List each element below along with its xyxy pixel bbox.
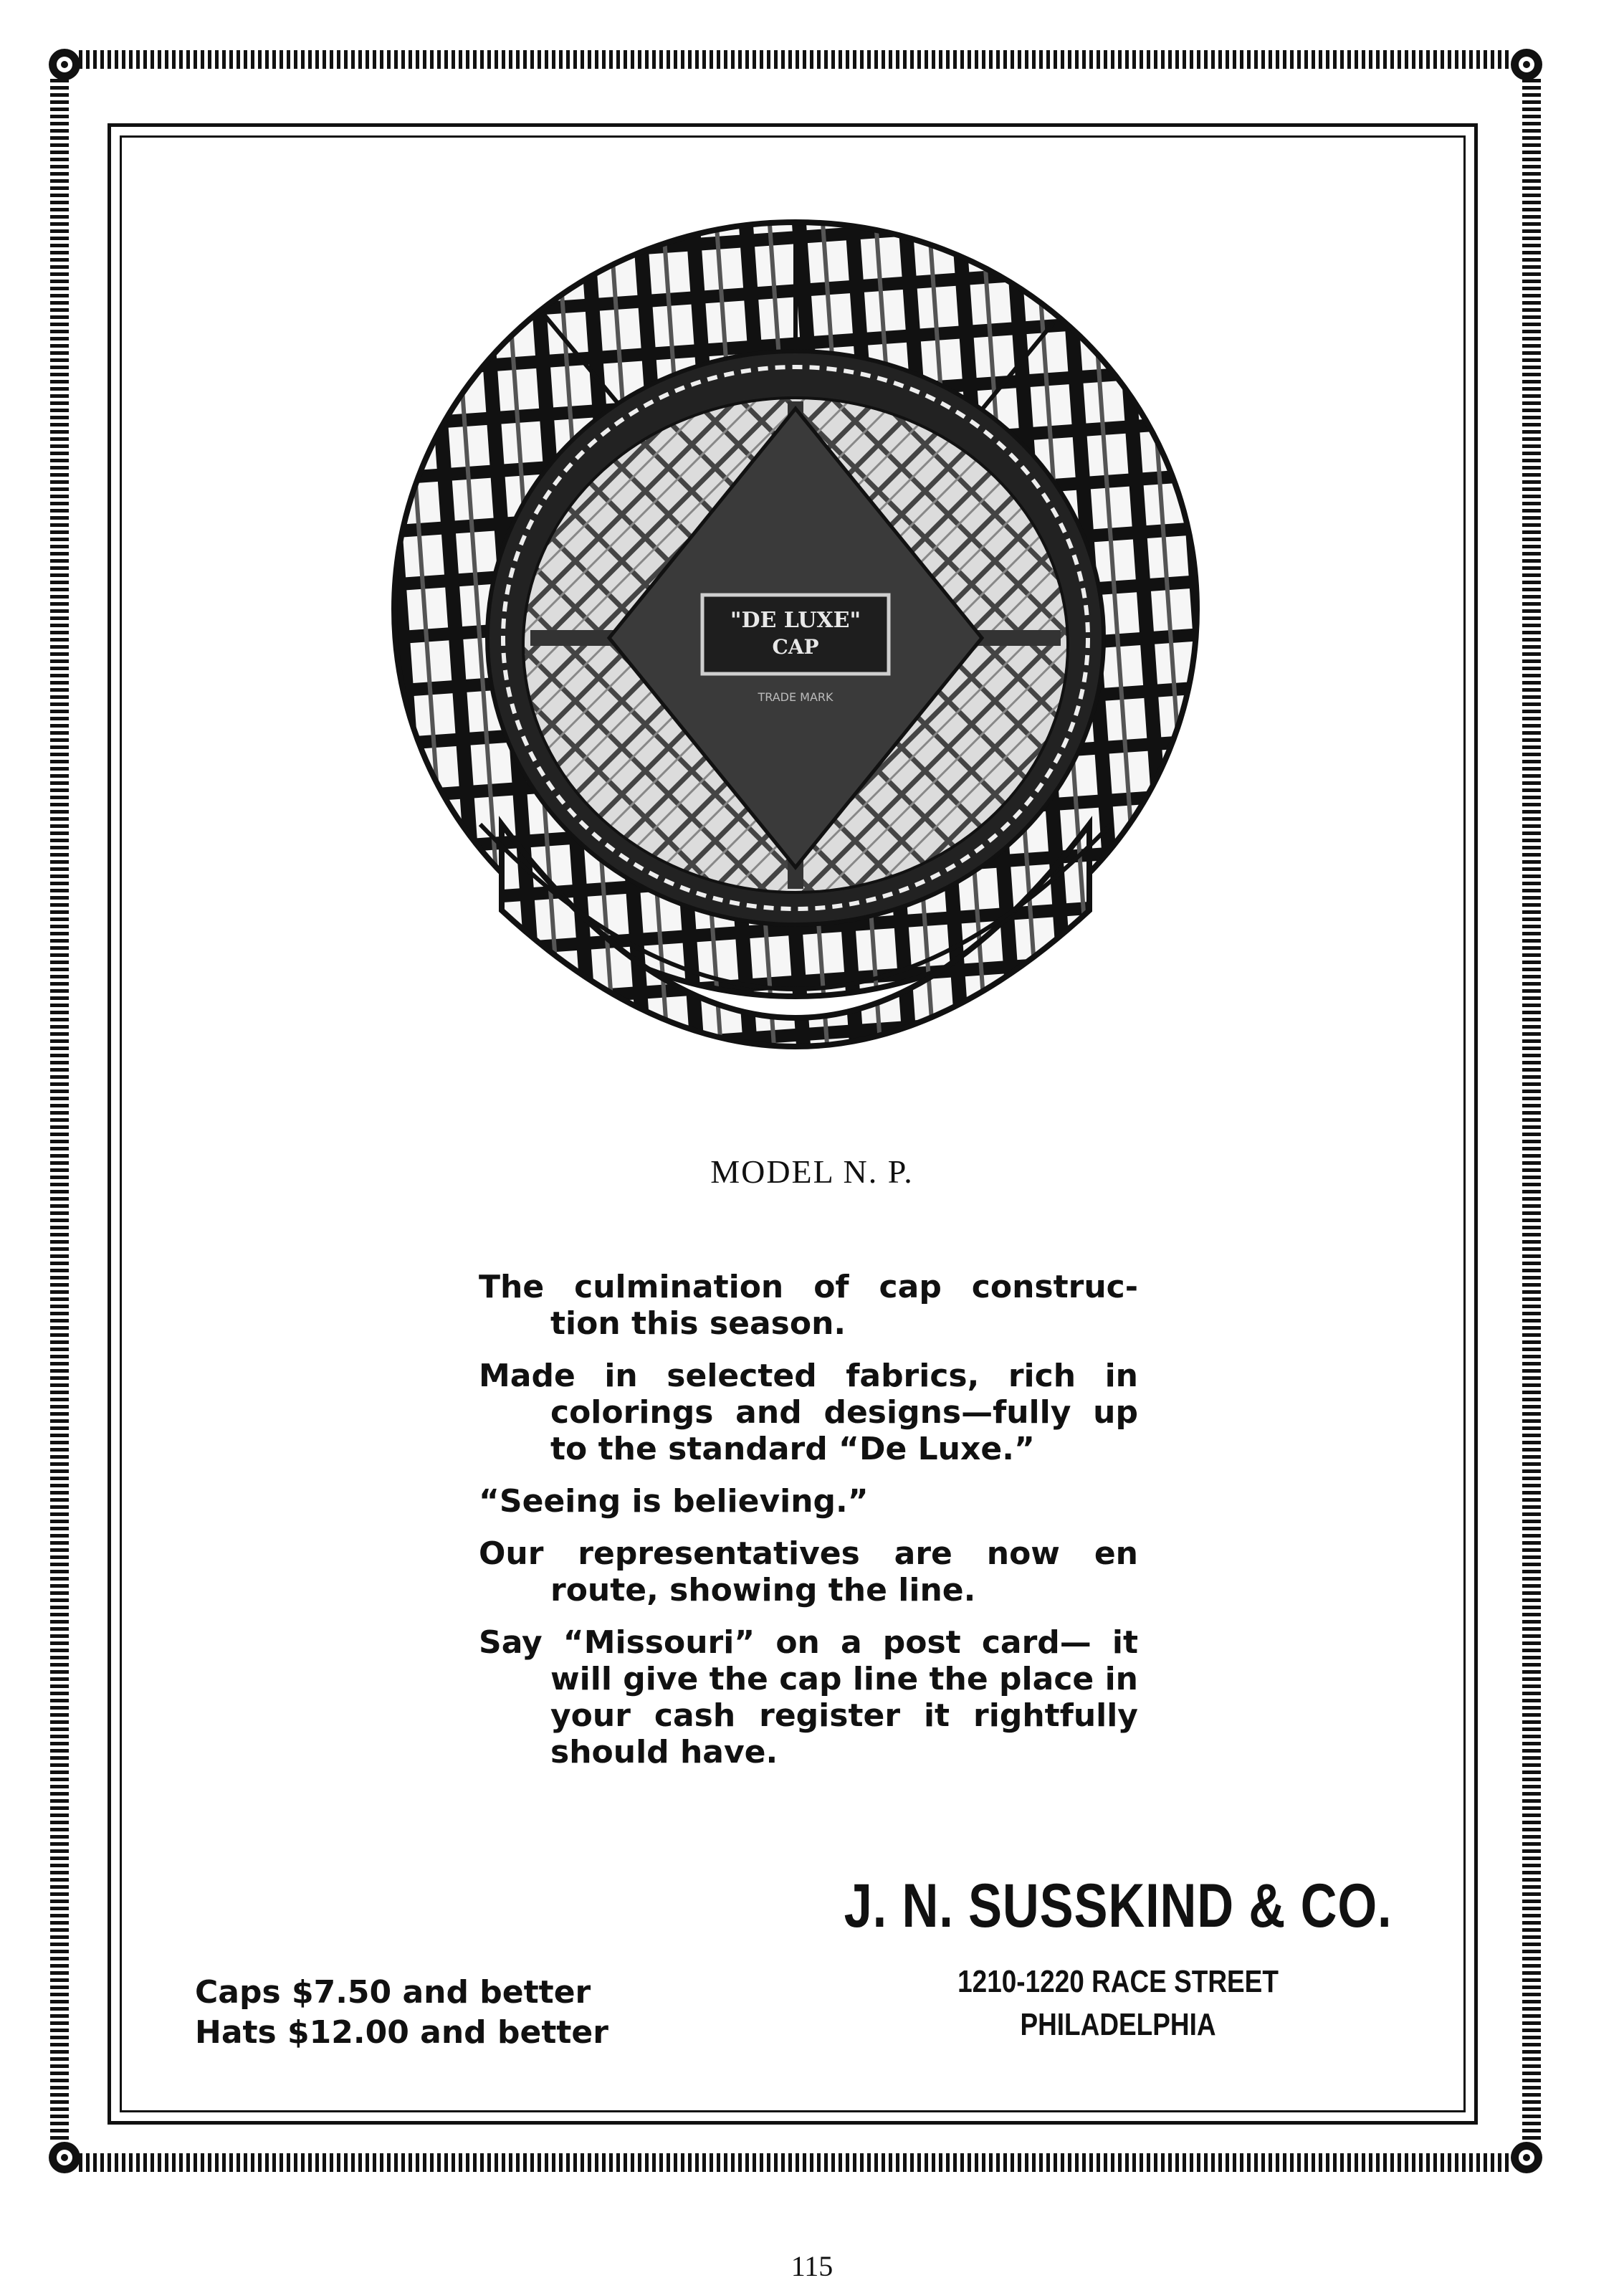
cap-label-line1: "DE LUXE" bbox=[730, 608, 861, 633]
corner-ornament-icon bbox=[43, 43, 86, 86]
copy-paragraph: The culmination of cap construc- tion this season. bbox=[479, 1269, 1138, 1342]
firm-city: PHILADELPHIA bbox=[1020, 2007, 1216, 2042]
border-right bbox=[1522, 79, 1541, 2143]
prices bbox=[195, 1973, 711, 2053]
caps-price: Caps $7.50 and better bbox=[195, 1974, 591, 2011]
copy-paragraph: Our representatives are now en route, showing the line. bbox=[479, 1535, 1138, 1608]
corner-ornament-icon bbox=[1505, 2136, 1548, 2179]
copy-paragraph: Say “Missouri” on a post card— it will give the cap line the place in your cash register it rightfully should have. bbox=[479, 1624, 1138, 1770]
cap-label-line3: TRADE MARK bbox=[758, 690, 834, 704]
border-left bbox=[50, 79, 69, 2143]
firm-name: J. N. SUSSKIND & CO. bbox=[844, 1872, 1393, 1940]
page-number: 115 bbox=[790, 2250, 834, 2282]
ad-copy bbox=[479, 1269, 1138, 1786]
copy-paragraph: “Seeing is believing.” bbox=[479, 1483, 869, 1520]
border-bottom bbox=[79, 2153, 1512, 2172]
cap-label-line2: CAP bbox=[772, 635, 819, 659]
copy-paragraph: Made in selected fabrics, rich in colorings and designs—fully up to the standard “De Luxe.” bbox=[479, 1358, 1138, 1467]
corner-ornament-icon bbox=[1505, 43, 1548, 86]
cap-image bbox=[366, 208, 1226, 1154]
hats-price: Hats $12.00 and better bbox=[195, 2014, 608, 2051]
cap-illustration bbox=[366, 208, 1226, 1154]
border-top bbox=[79, 50, 1512, 69]
firm-street: 1210-1220 RACE STREET bbox=[957, 1964, 1279, 1999]
model-label: MODEL N. P. bbox=[710, 1153, 914, 1190]
corner-ornament-icon bbox=[43, 2136, 86, 2179]
